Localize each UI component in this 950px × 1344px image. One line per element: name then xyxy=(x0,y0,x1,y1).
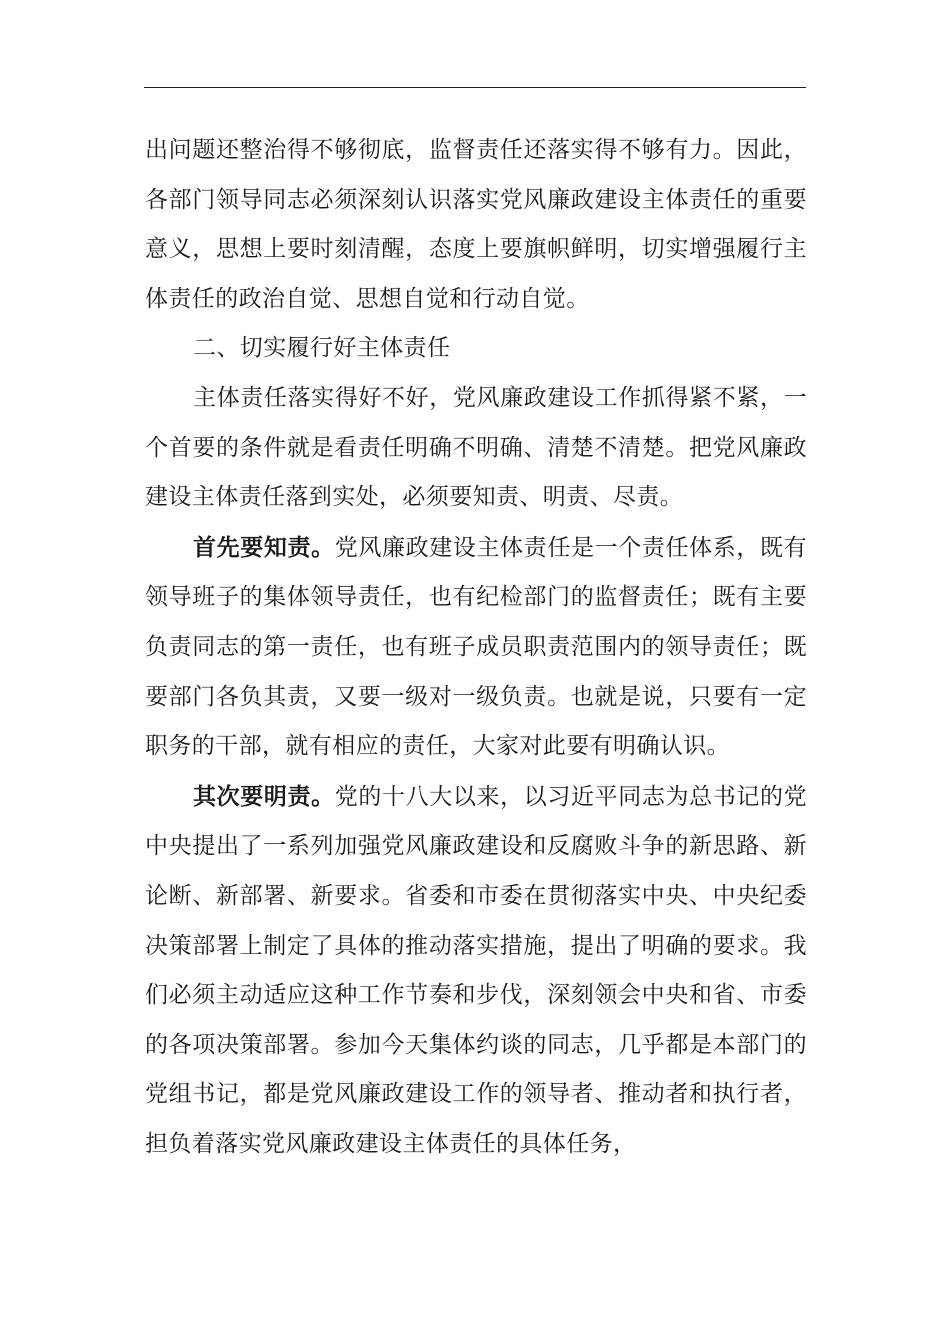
paragraph-intro xyxy=(145,374,807,523)
paragraph-clarify-responsibility xyxy=(145,772,807,1170)
paragraph-lead: 其次要明责。 xyxy=(193,782,335,810)
document-body xyxy=(145,126,807,1169)
paragraph-lead: 首先要知责。 xyxy=(193,533,335,561)
paragraph-text: 党的十八大以来，以习近平同志为总书记的党中央提出了一系列加强党风廉政建设和反腐败斗争的新思路、新论断、新部署、新要求。省委和市委在贯彻落实中央、中央纪委决策部署上制定了具体的推动落实措施，提出了明确的要求。我们必须主动适应这种工作节奏和步伐，深刻领会中央和省、市委的各项决策部署。参加今天集体约谈的同志，几乎都是本部门的党组书记，都是党风廉政建设工作的领导者、推动者和执行者，担负着落实党风廉政建设主体责任的具体任务， xyxy=(145,783,808,1157)
section-heading xyxy=(145,324,807,374)
paragraph-text: 党风廉政建设主体责任是一个责任体系，既有领导班子的集体领导责任，也有纪检部门的监督责任；既有主要负责同志的第一责任，也有班子成员职责范围内的领导责任；既要部门各负其责，又要一级对一级负责。也就是说，只要有一定职务的干部，就有相应的责任，大家对此要有明确认识。 xyxy=(145,534,808,760)
paragraph-continuation xyxy=(145,126,807,324)
section-heading-text: 二、切实履行好主体责任 xyxy=(193,335,451,362)
paragraph-text: 主体责任落实得好不好，党风廉政建设工作抓得紧不紧，一个首要的条件就是看责任明确不明确、清楚不清楚。把党风廉政建设主体责任落到实处，必须要知责、明责、尽责。 xyxy=(145,384,807,511)
paragraph-know-responsibility xyxy=(145,523,807,772)
header-rule xyxy=(144,87,806,88)
paragraph-text: 出问题还整治得不够彻底，监督责任还落实得不够有力。因此，各部门领导同志必须深刻认识落实党风廉政建设主体责任的重要意义，思想上要时刻清醒，态度上要旗帜鲜明，切实增强履行主体责任的政治自觉、思想自觉和行动自觉。 xyxy=(145,137,807,312)
